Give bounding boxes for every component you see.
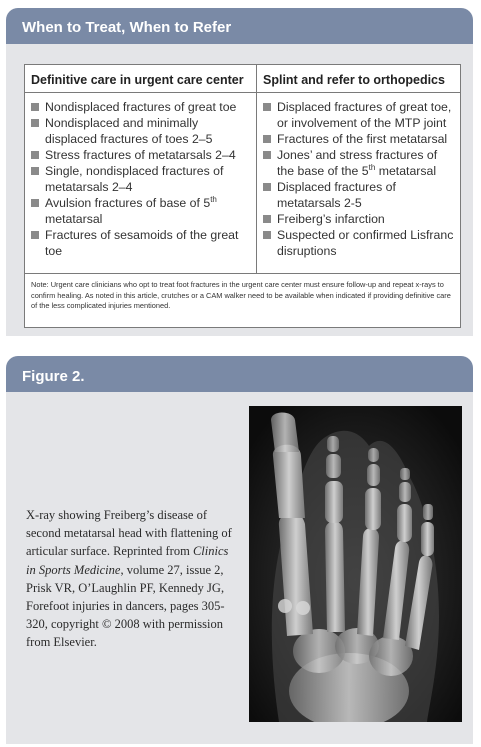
list-item: Displaced fractures of great toe, or involvement of the MTP joint [263, 99, 456, 131]
right-column-header: Splint and refer to orthopedics [257, 65, 460, 93]
figure-panel [6, 356, 473, 744]
square-bullet-icon [263, 135, 271, 143]
list-item: Displaced fractures of metatarsals 2-5 [263, 179, 456, 211]
square-bullet-icon [31, 167, 39, 175]
list-item: Jones’ and stress fractures of the base of the 5th metatarsal [263, 147, 456, 179]
list-item: Nondisplaced and minimally displaced fractures of toes 2–5 [31, 115, 252, 147]
table-note: Note: Urgent care clinicians who opt to treat foot fractures in the urgent care center must ensure follow-up and repeat x-rays to confirm healing. As noted in this article, crutches or a CAM walker need to be available when indicated if providing definitive care of the less complicated injuries mentioned. [25, 273, 460, 312]
list-item: Fractures of the first metatarsal [263, 131, 456, 147]
square-bullet-icon [31, 199, 39, 207]
list-item: Nondisplaced fractures of great toe [31, 99, 252, 115]
definitive-care-column [25, 93, 257, 273]
list-item: Single, nondisplaced fractures of metatarsals 2–4 [31, 163, 252, 195]
square-bullet-icon [263, 151, 271, 159]
figure-caption: X-ray showing Freiberg’s disease of second metatarsal head with flattening of articular surface. Reprinted from Clinics in Sports Medicine, volume 27, issue 2, Prisk VR, O’Laughlin PF, Kennedy JG, Forefoot injuries in dancers, pages 305-320, copyright © 2008 with permission from Elsevier. [26, 508, 232, 650]
list-item: Avulsion fractures of base of 5th metatarsal [31, 195, 252, 227]
treat-refer-panel [6, 8, 473, 336]
square-bullet-icon [263, 215, 271, 223]
foot-xray-image [249, 406, 462, 722]
left-column-header: Definitive care in urgent care center [25, 65, 257, 93]
panel-title: When to Treat, When to Refer [6, 8, 473, 44]
list-item: Stress fractures of metatarsals 2–4 [31, 147, 252, 163]
square-bullet-icon [31, 119, 39, 127]
square-bullet-icon [31, 103, 39, 111]
list-item: Suspected or confirmed Lisfranc disruptions [263, 227, 456, 259]
list-item: Fractures of sesamoids of the great toe [31, 227, 252, 259]
list-item: Freiberg’s infarction [263, 211, 456, 227]
square-bullet-icon [31, 231, 39, 239]
square-bullet-icon [263, 183, 271, 191]
square-bullet-icon [31, 151, 39, 159]
square-bullet-icon [263, 231, 271, 239]
treat-refer-table [24, 64, 461, 328]
figure-title: Figure 2. [6, 356, 473, 392]
splint-refer-column [257, 93, 460, 273]
square-bullet-icon [263, 103, 271, 111]
